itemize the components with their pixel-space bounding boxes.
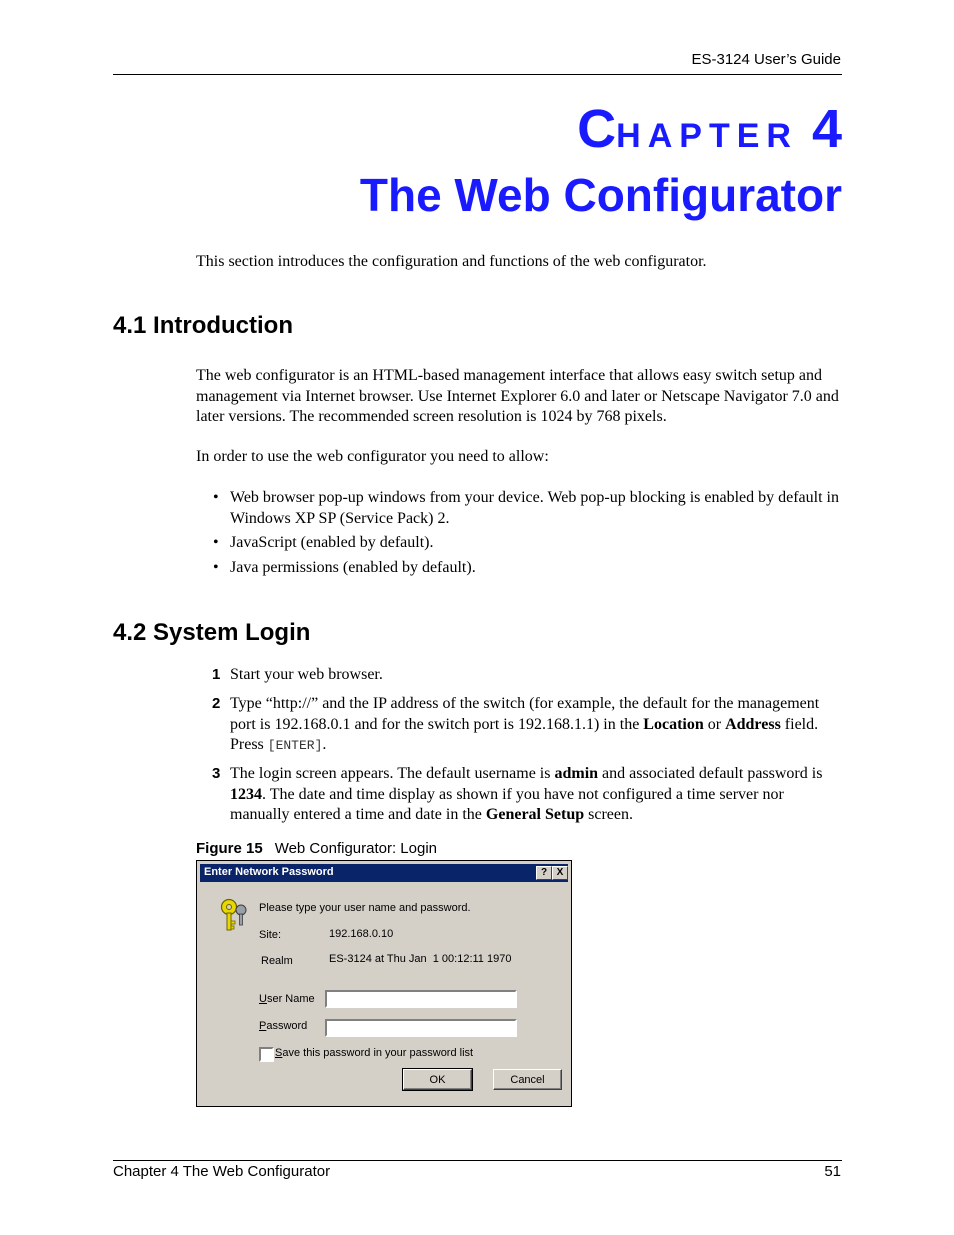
footer-chapter: Chapter 4 The Web Configurator [113,1163,331,1180]
chapter-label [577,98,842,160]
figure-label: Figure 15 [196,840,263,857]
step-item [212,665,844,686]
bullet-dot: • [213,489,219,506]
bullet-item [213,558,843,579]
bullet-text: Web browser pop-up windows from your device. Web pop-up blocking is enabled by default in Windows XP SP (Service Pack) 2. [230,489,839,527]
step-item [212,694,844,757]
bullet-text: Java permissions (enabled by default). [230,559,476,576]
allow-paragraph: In order to use the web configurator you need to allow: [196,448,549,465]
chapter-label-rest: HAPTER [616,117,798,155]
realm-value: ES-3124 at Thu Jan 1 00:12:11 1970 [329,953,512,965]
step-text: Start your web browser. [230,666,383,683]
chapter-number: 4 [811,99,842,159]
bullet-item [213,488,843,529]
step-number: 3 [212,765,221,782]
footer-rule [113,1160,842,1161]
figure-caption [196,840,437,857]
site-value: 192.168.0.10 [329,928,394,940]
header-rule [113,74,842,75]
bullet-item [213,533,843,554]
step-text: The login screen appears. The default username is admin and associated default password is 1234. The date and time display as shown if you have not configured a time server nor manually entered a time and date in the General Setup screen. [230,765,823,823]
dialog-title: Enter Network Password [204,866,334,878]
close-button[interactable]: X [552,866,568,880]
bullet-dot: • [213,559,219,576]
password-label: Password [259,1020,308,1032]
chapter-title: The Web Configurator [359,169,842,221]
password-input[interactable] [325,1019,517,1037]
page-number: 51 [824,1163,841,1180]
step-number: 2 [212,695,221,712]
running-header: ES-3124 User’s Guide [691,51,841,68]
realm-label: Realm [261,955,293,967]
step-item [212,764,844,826]
login-dialog [196,860,572,1107]
bullet-dot: • [213,534,219,551]
help-button[interactable]: ? [536,866,552,880]
figure-caption-text: Web Configurator: Login [274,840,438,857]
enter-key-code: [ENTER] [267,738,323,753]
section-heading-introduction: 4.1 Introduction [113,312,293,339]
key-icon [219,897,253,933]
dialog-titlebar [200,864,568,882]
step-number: 1 [212,666,221,683]
save-password-label: Save this password in your password list [275,1047,474,1059]
dialog-prompt: Please type your user name and password. [259,902,471,914]
username-input[interactable] [325,990,517,1008]
ok-button[interactable]: OK [403,1069,472,1090]
chapter-label-initial: C [577,99,617,159]
introduction-paragraph: The web configurator is an HTML-based management interface that allows easy switch setup and management via Internet browser. Use Internet Explorer 6.0 and later or Netscape Navigator 7.0 and later versions. The recommended screen resolution is 1024 by 768 pixels. [196,367,839,425]
section-heading-system-login: 4.2 System Login [113,619,311,646]
intro-paragraph: This section introduces the configuration and functions of the web configurator. [196,253,707,270]
site-label: Site: [259,929,282,941]
bullet-text: JavaScript (enabled by default). [230,534,434,551]
step-text: Type “http://” and the IP address of the switch (for example, the default for the management port is 192.168.0.1 and for the switch port is 192.168.1.1) in the Location or Address field. Press [ENTER]. [230,695,820,753]
cancel-button[interactable]: Cancel [493,1069,562,1090]
save-password-checkbox[interactable] [259,1047,274,1062]
username-label: User Name [259,993,315,1005]
